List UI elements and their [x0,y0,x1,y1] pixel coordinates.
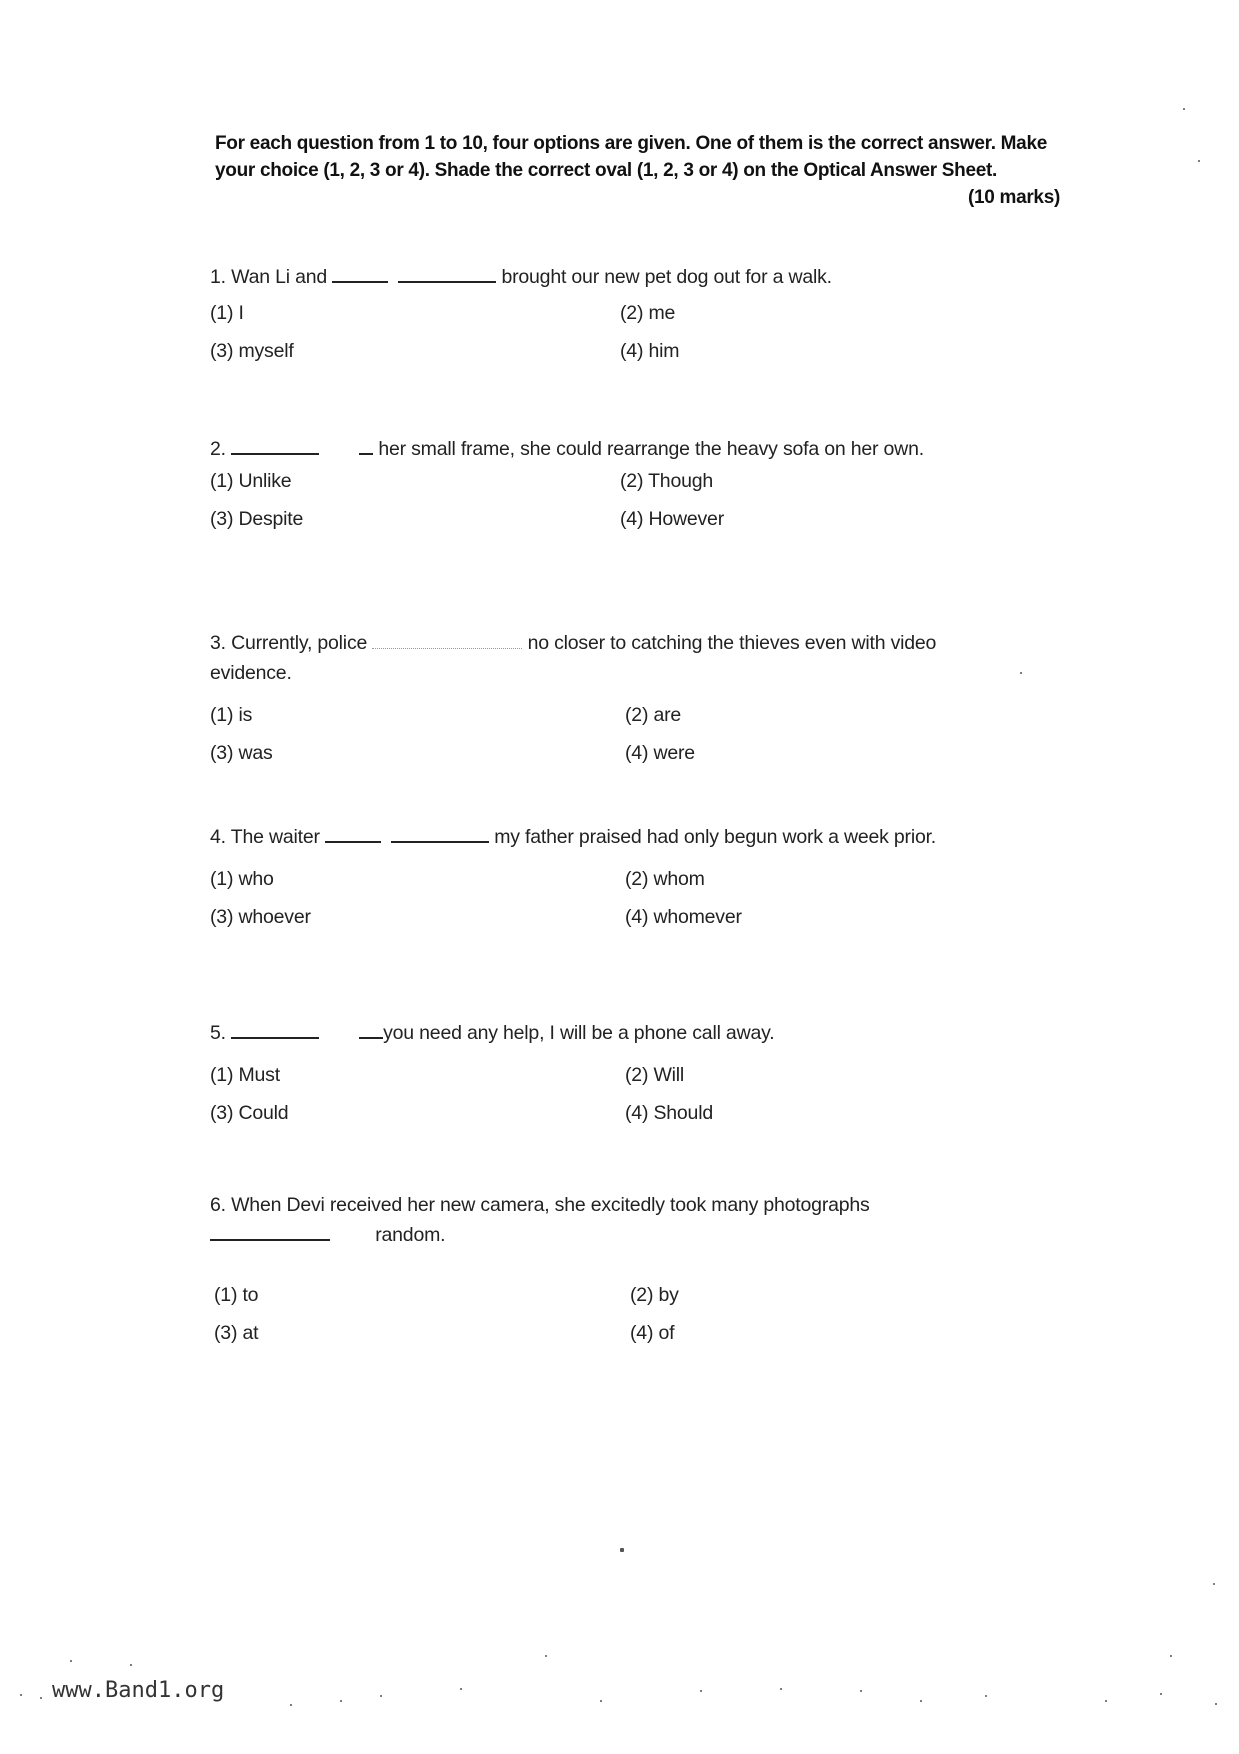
options [210,1284,1010,1360]
question-text-before: Wan Li and [231,266,328,288]
options [210,302,1010,378]
option-3: (3) at [214,1322,259,1344]
scan-speck [130,1664,132,1666]
question-1 [210,262,1010,378]
question-number: 1. [210,266,226,288]
question-text-after: you need any help, I will be a phone call away. [383,1022,775,1044]
scan-speck [380,1695,382,1697]
scan-speck [1160,1693,1162,1695]
question-stem [210,1018,1010,1048]
option-4: (4) Should [625,1102,713,1124]
option-4: (4) him [620,340,680,362]
option-2: (2) Will [625,1064,685,1086]
scan-speck [1020,672,1022,674]
question-text-before: The waiter [230,826,320,848]
watermark[interactable]: www.Band1.org [52,1678,225,1703]
option-3: (3) myself [210,340,294,362]
scan-speck [1198,160,1200,162]
options [210,704,1010,780]
option-1: (1) to [214,1284,259,1306]
option-1: (1) who [210,868,274,890]
option-1: (1) Unlike [210,470,292,492]
options [210,1064,1010,1140]
option-2: (2) by [630,1284,679,1306]
option-2: (2) Though [620,470,714,492]
answer-blank [210,1221,330,1241]
question-number: 2. [210,438,226,460]
option-3: (3) was [210,742,273,764]
scan-speck [700,1690,702,1692]
question-4 [210,822,1010,944]
question-6 [210,1190,1010,1360]
answer-blank [231,1019,319,1039]
scan-speck [545,1655,547,1657]
option-2: (2) are [625,704,682,726]
option-2: (2) me [620,302,676,324]
answer-blank [332,263,388,283]
question-3 [210,628,1010,780]
scan-speck [985,1695,987,1697]
option-3: (3) Despite [210,508,304,530]
scan-speck [620,1548,624,1552]
scan-speck [1105,1700,1107,1702]
option-1: (1) Must [210,1064,280,1086]
question-stem [210,262,1010,292]
question-text-after: random. [375,1224,446,1246]
question-text-after: brought our new pet dog out for a walk. [501,266,832,288]
scan-speck [70,1660,72,1662]
answer-blank [398,263,496,283]
question-stem [210,628,1010,688]
scan-speck [40,1697,42,1699]
scan-speck [780,1688,782,1690]
question-5 [210,1018,1010,1140]
answer-blank [372,630,522,649]
scan-speck [920,1700,922,1702]
question-number: 5. [210,1022,226,1044]
option-2: (2) whom [625,868,705,890]
answer-blank [391,823,489,843]
marks-label: (10 marks) [967,187,1060,208]
options [210,470,1010,546]
question-stem [210,822,1010,852]
scan-speck [460,1688,462,1690]
question-stem [210,1190,1010,1250]
question-number: 3. [210,632,226,654]
scan-speck [20,1694,22,1696]
question-text-before: When Devi received her new camera, she excitedly took many photographs [231,1194,870,1216]
answer-blank [325,823,381,843]
scan-speck [1215,1703,1217,1705]
scan-speck [290,1704,292,1706]
question-text-after: no closer to catching the thieves even with video evidence. [210,632,937,684]
option-1: (1) I [210,302,244,324]
option-4: (4) of [630,1322,675,1344]
scan-speck [1213,1583,1215,1585]
answer-blank [359,435,373,455]
answer-blank [359,1019,383,1039]
scan-speck [1170,1655,1172,1657]
answer-blank [231,435,319,455]
question-number: 4. [210,826,226,848]
option-3: (3) Could [210,1102,289,1124]
instructions-text: For each question from 1 to 10, four options are given. One of them is the correct answer. Make your choice (1, 2, 3 or 4). Shade the correct oval (1, 2, 3 or 4) on the Optical Answer Sheet. [215,133,1047,181]
question-2 [210,430,1010,546]
question-stem [210,430,1010,468]
scan-speck [340,1700,342,1702]
option-3: (3) whoever [210,906,311,928]
option-1: (1) is [210,704,253,726]
instructions [215,130,1060,208]
question-text-before: Currently, police [231,632,368,654]
options [210,868,1010,944]
scan-speck [860,1690,862,1692]
scan-speck [600,1700,602,1702]
question-text-after: her small frame, she could rearrange the heavy sofa on her own. [378,438,924,460]
option-4: (4) whomever [625,906,742,928]
question-number: 6. [210,1194,226,1216]
question-text-after: my father praised had only begun work a week prior. [494,826,937,848]
option-4: (4) However [620,508,724,530]
scan-speck [1183,108,1185,110]
option-4: (4) were [625,742,695,764]
